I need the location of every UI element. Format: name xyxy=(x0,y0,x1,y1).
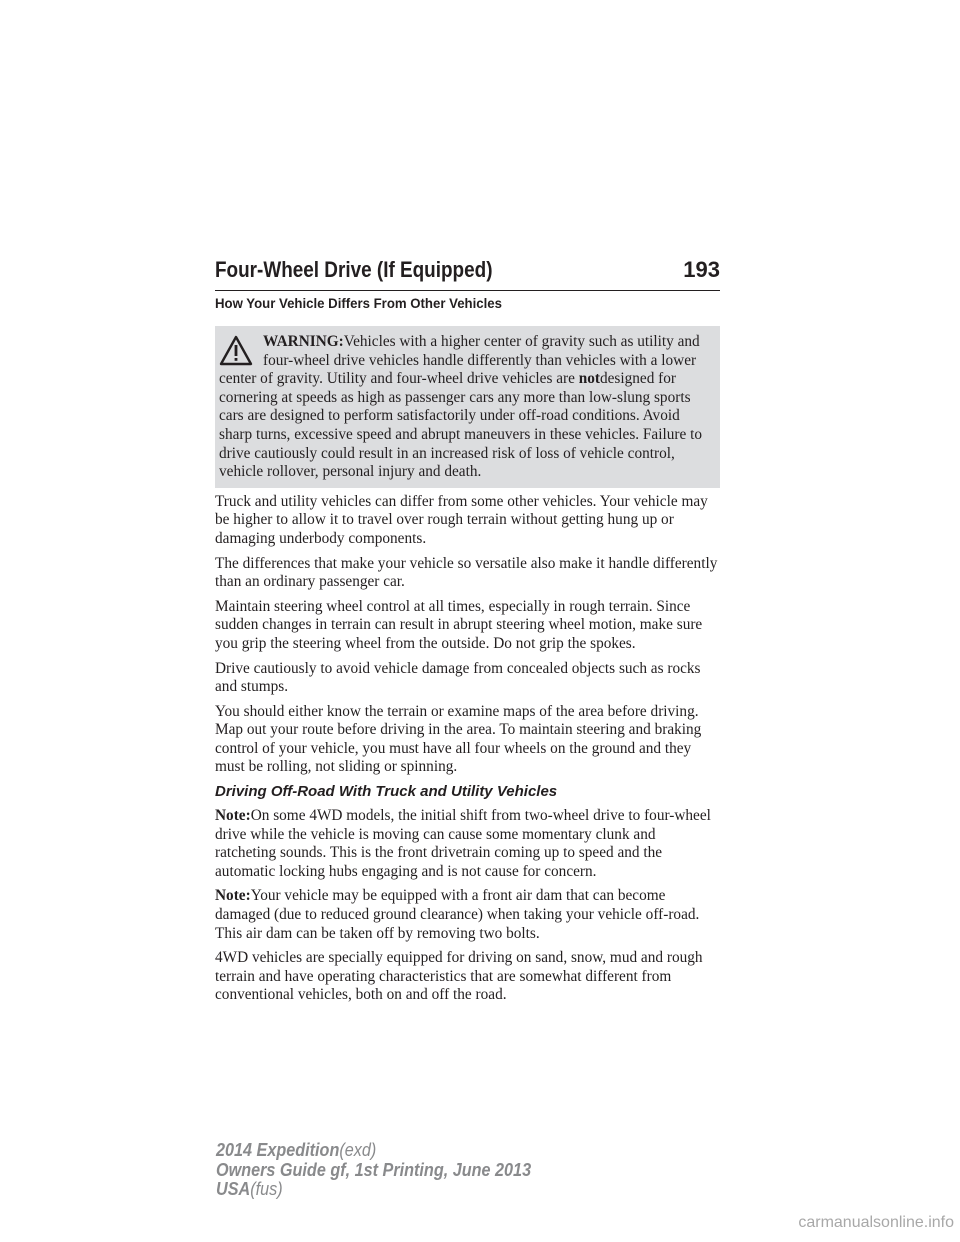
paragraph: 4WD vehicles are specially equipped for driving on sand, snow, mud and rough terrain and have operating characteristics that are somewhat different from conventional vehicles, both on and off the road. xyxy=(215,949,703,1004)
footer-region-line xyxy=(216,1180,531,1200)
section-heading: How Your Vehicle Differs From Other Vehicles xyxy=(215,296,502,312)
chapter-title: Four-Wheel Drive (If Equipped) xyxy=(215,257,493,282)
warning-text-part-2: designed for cornering at speeds as high as passenger cars any more than low-slung sports cars are designed to perform satisfactorily under off-road conditions. Avoid sharp turns, excessive speed and abrupt maneuvers in these vehicles. Failure to drive cautiously could result in an increased risk of loss of vehicle control, vehicle rollover, personal injury and death. xyxy=(219,370,702,481)
page-footer xyxy=(216,1141,531,1200)
note-text: Your vehicle may be equipped with a front air dam that can become damaged (due to reduced ground clearance) when taking your vehicle off-road. This air dam can be taken off by removing two bolts. xyxy=(215,887,700,942)
watermark: carmanualsonline.info xyxy=(798,1214,954,1231)
footer-guide: Owners Guide gf, 1st Printing, June 2013 xyxy=(216,1159,532,1180)
warning-triangle-icon xyxy=(219,335,253,367)
paragraph: The differences that make your vehicle so versatile also make it handle differently than an ordinary passenger car. xyxy=(215,554,718,591)
sub-heading: Driving Off-Road With Truck and Utility Vehicles xyxy=(215,783,558,801)
note-text: On some 4WD models, the initial shift from two-wheel drive to four-wheel drive while the vehicle is moving can cause some momentary clunk and ratcheting sounds. This is the front drivetrain coming up to speed and the automatic locking hubs engaging and is not cause for concern. xyxy=(215,807,711,880)
warning-label: WARNING: xyxy=(263,333,344,350)
footer-model-line xyxy=(216,1141,531,1161)
warning-box xyxy=(215,326,720,488)
footer-region-code: (fus) xyxy=(250,1179,283,1199)
warning-emphasis: not xyxy=(578,370,600,388)
warning-text-part-1: Vehicles with a higher center of gravity such as utility and four-wheel drive vehicles handle differently than vehicles with a lower center of gravity. Utility and four-wheel drive vehicles are xyxy=(219,333,700,388)
page-number: 193 xyxy=(683,257,720,282)
footer-region: USA xyxy=(216,1179,251,1199)
page-content xyxy=(215,295,720,1011)
note xyxy=(215,807,720,881)
footer-model: 2014 Expedition xyxy=(216,1140,340,1160)
note-label: Note: xyxy=(215,807,251,825)
paragraph: Drive cautiously to avoid vehicle damage from concealed objects such as rocks and stumps. xyxy=(215,659,701,696)
page-header xyxy=(215,256,720,291)
paragraph: Truck and utility vehicles can differ from some other vehicles. Your vehicle may be higher to allow it to travel over rough terrain without getting hung up or damaging underbody components. xyxy=(215,492,708,547)
footer-model-code: (exd) xyxy=(339,1140,377,1160)
note xyxy=(215,887,720,943)
warning-text xyxy=(219,333,714,482)
paragraph: You should either know the terrain or examine maps of the area before driving. Map out your route before driving in the area. To maintain steering and braking control of your vehicle, you must have all four wheels on the ground and they must be rolling, not sliding or spinning. xyxy=(215,702,702,776)
note-label: Note: xyxy=(215,887,251,905)
paragraph: Maintain steering wheel control at all times, especially in rough terrain. Since sudden changes in terrain can result in abrupt steering wheel motion, make sure you grip the steering wheel from the outside. Do not grip the spokes. xyxy=(215,597,703,652)
